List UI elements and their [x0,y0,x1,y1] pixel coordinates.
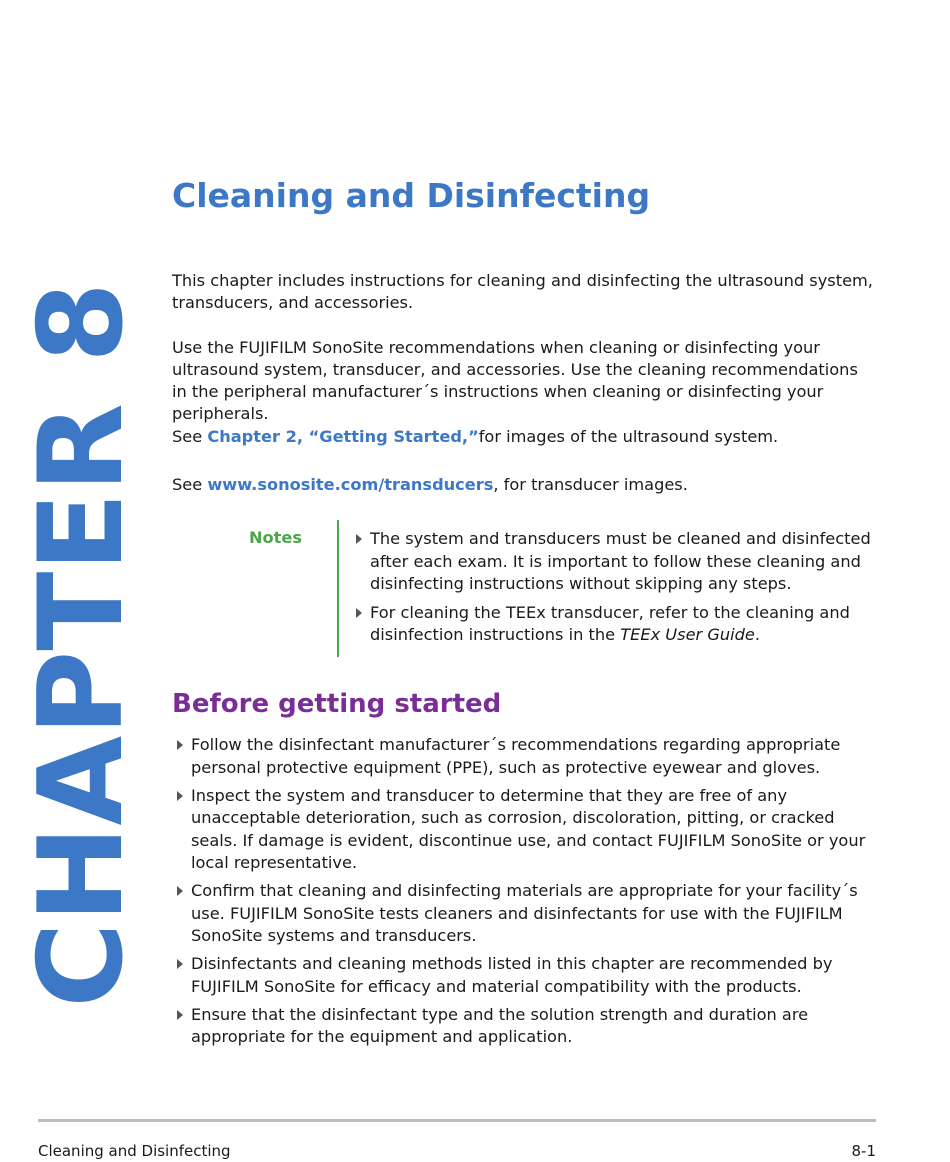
p3-prefix: See [172,427,208,446]
intro-paragraph-2: Use the FUJIFILM SonoSite recommendations when cleaning or disinfecting your ultrasound system, transducer, and accessories. Use the cleaning recommendations in the peripheral manufacturer´s instructions when cleaning or disinfecting your peripherals. [172,338,858,423]
page-title: Cleaning and Disinfecting [172,176,651,215]
list-item [177,953,877,998]
list-item [177,734,877,779]
list-item-text: Ensure that the disinfectant type and the solution strength and duration are appropriate for the equipment and application. [191,1004,809,1046]
footer-chapter-title: Cleaning and Disinfecting [38,1142,231,1160]
bullet-triangle-icon [177,886,183,896]
bullet-triangle-icon [177,740,183,750]
bullet-triangle-icon [356,608,362,618]
p4-prefix: See [172,475,208,494]
intro-paragraph-1: This chapter includes instructions for cleaning and disinfecting the ultrasound system, transducers, and accessories. [172,271,873,312]
note-item-1 [356,528,876,596]
notes-label: Notes [249,528,303,547]
chapter-side-label [14,268,149,1008]
p3-suffix: for images of the ultrasound system. [478,427,779,446]
notes-divider [337,520,339,657]
note-item-2-prefix: For cleaning the TEEx transducer, refer to the cleaning and disinfection instructions in the [370,602,850,644]
bullet-triangle-icon [177,959,183,969]
list-item [177,880,877,948]
teex-user-guide-title: TEEx User Guide [620,625,755,644]
list-item [177,785,877,875]
intro-paragraph-3 [172,426,877,448]
list-item-text: Disinfectants and cleaning methods listed in this chapter are recommended by FUJIFILM SonoSite for efficacy and material compatibility with the products. [191,954,833,996]
note-item-2 [356,602,876,647]
note-item-2-suffix: . [754,625,761,644]
note-item-1-text: The system and transducers must be cleaned and disinfected after each exam. It is important to follow these cleaning and disinfecting instructions without skipping any steps. [370,529,871,593]
p4-suffix: , for transducer images. [493,475,688,494]
bullet-triangle-icon [177,791,183,801]
list-item-text: Inspect the system and transducer to determine that they are free of any unacceptable deterioration, such as corrosion, discoloration, pitting, or cracked seals. If damage is evident, discontinue use, and contact FUJIFILM SonoSite or your local representative. [191,785,866,872]
chapter-2-link[interactable]: Chapter 2, “Getting Started,” [207,427,479,446]
footer-rule [38,1119,876,1122]
before-started-list [177,734,877,1054]
list-item-text: Confirm that cleaning and disinfecting materials are appropriate for your facility´s use. FUJIFILM SonoSite tests cleaners and disinfectants for use with the FUJIFILM SonoSite systems and transducers. [191,881,858,945]
list-item [177,1004,877,1049]
list-item-text: Follow the disinfectant manufacturer´s recommendations regarding appropriate personal protective equipment (PPE), such as protective eyewear and gloves. [191,735,841,777]
transducers-url-link[interactable]: www.sonosite.com/transducers [207,475,494,494]
section-title: Before getting started [172,689,502,719]
chapter-label-text: CHAPTER 8 [14,282,149,1008]
notes-list [356,528,876,653]
footer-page-number: 8-1 [851,1142,876,1160]
bullet-triangle-icon [356,534,362,544]
bullet-triangle-icon [177,1010,183,1020]
intro-paragraph-4 [172,474,877,496]
